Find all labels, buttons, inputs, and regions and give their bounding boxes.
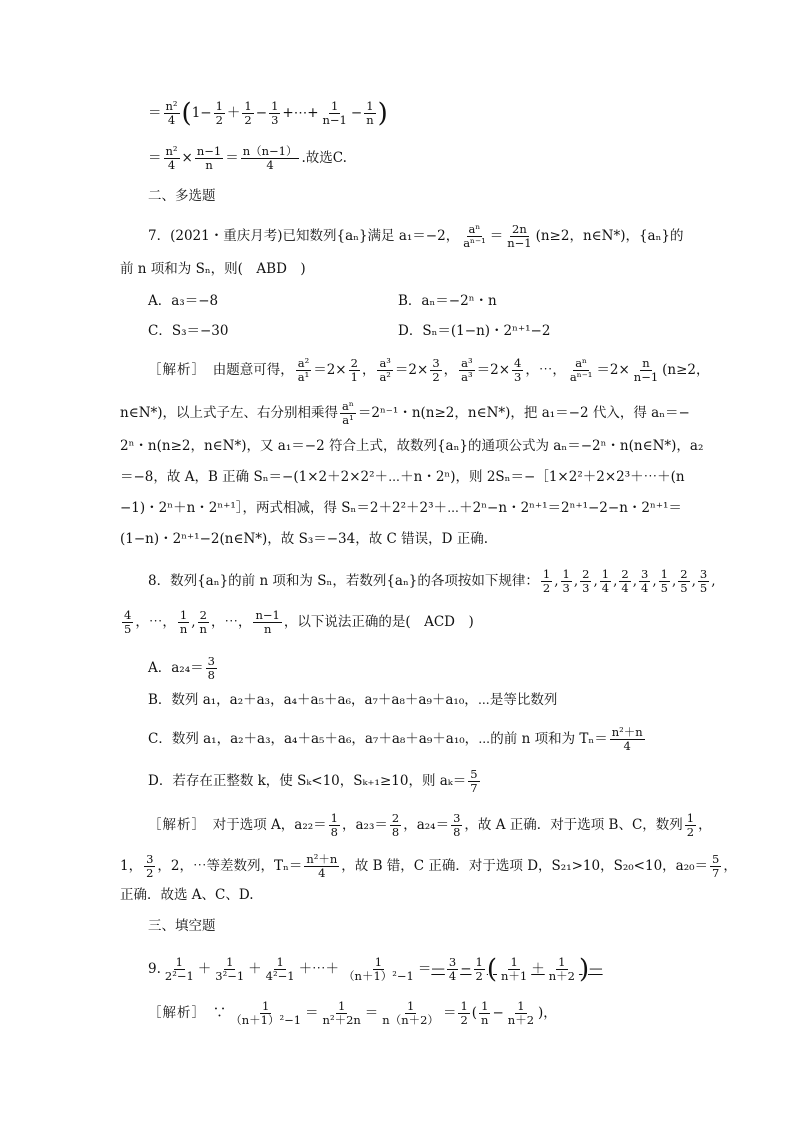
fraction: $\frac{2}{3}$ [582, 567, 590, 595]
fraction: $\frac{3}{8}$ [207, 654, 215, 682]
analysis-tag: ［解析］ [148, 817, 200, 833]
fraction: $\frac{1}{4}$ [601, 567, 610, 595]
q7-option-c: C．S₃＝−30 [148, 323, 229, 339]
q8-option-b: B．数列 a₁，a₂＋a₃，a₄＋a₅＋a₆，a₇＋a₈＋a₉＋a₁₀，⋯是等比数列 [148, 692, 558, 708]
fraction: $\frac{1}{\text{4²−1}}$ [265, 955, 295, 983]
fraction: $\frac{n}{n-1}$ [633, 356, 659, 384]
fraction: $\frac{1}{\text{n²＋2n}}$ [322, 999, 361, 1027]
fraction: $\frac{1}{\text{（n＋1）²−1}}$ [230, 999, 302, 1027]
q7-option-d: D．Sₙ＝(1−n)・2ⁿ⁺¹−2 [398, 323, 551, 339]
fraction: $\frac{4}{5}$ [124, 608, 132, 636]
section-heading-multi: 二、多选题 [148, 188, 216, 204]
fraction: $\frac{2}{1}$ [350, 356, 358, 384]
q7-option-a: A．a₃＝−8 [148, 293, 219, 309]
fraction: $\frac{\text{aⁿ}}{\text{aⁿ⁻¹}}$ [569, 356, 593, 384]
q8-analysis-line1: ［解析］ 对于选项 A，a₂₂＝ $\frac{1}{8}$ ，a₂₃＝ $\frac{2}{8}$ ，a₂₄＝ $\frac{3}{8}$ ，故 A 正确．对于选项 B、C，数列 $\frac{1}{2}$ ， [148, 811, 712, 839]
fraction: $\frac{5}{7}$ [470, 767, 478, 795]
analysis-tag: ［解析］ [148, 362, 200, 378]
fraction: $\frac{1}{2}$ [686, 811, 695, 839]
fraction: $\frac{\text{a³}}{\text{a²}}$ [379, 356, 391, 384]
equation-line-1: ＝ $\frac{\text{n²}}{4}$ (1− $\frac{1}{2}$ ＋ $\frac{1}{2}$ − $\frac{1}{3}$ +⋯+ $\frac{1}{n-1}$ − $\frac{1}{n}$ ) [148, 98, 388, 129]
fraction: $\frac{1}{8}$ [330, 811, 338, 839]
q7-analysis-line1: ［解析］ 由题意可得， $\frac{\text{a²}}{\text{a¹}}$ ＝2× $\frac{2}{1}$ ， $\frac{\text{a³}}{\text{a²}}$ ＝2× $\frac{3}{2}$ ， $\frac{\text{a³}}{\text{a³}}$ ＝2× $\frac{4}{3}$ ，⋯， $\frac{\text{aⁿ}}{\text{aⁿ⁻¹}}$ ＝2× $\frac{n}{n-1}$ (n≥2， [148, 356, 710, 384]
q8-analysis-line2: 1， $\frac{3}{2}$ ，2，⋯等差数列，Tₙ＝ $\frac{\text{n²＋n}}{4}$ ，故 B 错，C 正确．对于选项 D，S₂₁>10，S₂₀<10，a₂₀＝ $\frac{5}{7}$ ， [120, 852, 737, 880]
fraction: $\frac{1}{5}$ [660, 567, 668, 595]
fraction: $\frac{2}{5}$ [680, 567, 688, 595]
fraction: $\frac{3}{4}$ [641, 567, 649, 595]
fraction: $\frac{1}{n}$ [366, 99, 374, 127]
fraction: $\frac{3}{4}$ [448, 955, 457, 983]
fraction: $\frac{\text{aⁿ}}{\text{a¹}}$ [342, 399, 354, 427]
fraction: $\frac{\text{aⁿ}}{\text{aⁿ⁻¹}}$ [463, 222, 486, 250]
fraction: $\frac{1}{n+2}$ [507, 999, 535, 1027]
fraction: $\frac{\text{n²}}{4}$ [165, 144, 178, 172]
fraction: $\frac{1}{n(n+2)}$ [382, 999, 439, 1027]
q8-option-d: D．若存在正整数 k，使 Sₖ<10，Sₖ₊₁≥10，则 aₖ＝ $\frac{5}{7}$ [148, 767, 478, 795]
fraction: $\frac{3}{2}$ [146, 852, 154, 880]
analysis-tag: ［解析］ [148, 1005, 200, 1021]
fraction: $\frac{1}{2}$ [460, 999, 468, 1027]
fraction: $\frac{\text{n²＋n}}{4}$ [306, 852, 338, 880]
fraction: $\frac{\text{a²}}{\text{a¹}}$ [297, 356, 310, 384]
fraction: $\frac{1}{n+2}$ [548, 955, 575, 983]
fraction: $\frac{3}{2}$ [432, 356, 440, 384]
fraction: $\frac{1}{n}$ [481, 999, 489, 1027]
section-heading-fill: 三、填空题 [148, 918, 216, 934]
fraction: $\frac{1}{\text{2²−1}}$ [164, 955, 194, 983]
fraction: $\frac{2}{n}$ [199, 608, 207, 636]
fraction: $\frac{\text{n²}}{4}$ [165, 99, 178, 127]
q7-option-b: B．aₙ＝−2ⁿ・n [398, 293, 497, 309]
fraction: $\frac{n-1}{n}$ [196, 144, 222, 172]
q7-analysis-line2: n∈N*)，以上式子左、右分别相乘得 $\frac{\text{aⁿ}}{\text{a¹}}$ ＝2ⁿ⁻¹・n(n≥2，n∈N*)，把 a₁＝−2 代入，得 aₙ＝− [120, 399, 690, 427]
q8-analysis-line3: 正确．故选 A、C、D. [120, 887, 254, 903]
answer-blank: — $\frac{3}{4}$ − $\frac{1}{2}$ ( $\frac{1}{n+1}$ ＋ $\frac{1}{n+2}$ )— [431, 954, 603, 985]
question-7-line2: 前 n 项和为 Sₙ，则( ABD ) [120, 261, 306, 277]
fraction: $\frac{3}{8}$ [453, 811, 461, 839]
fraction: $\frac{1}{2}$ [244, 99, 252, 127]
q9-analysis: ［解析］ ∵ $\frac{1}{\text{（n＋1）²−1}}$ ＝ $\frac{1}{\text{n²＋2n}}$ ＝ $\frac{1}{n(n+2)}$ ＝ $\frac{1}{2}$ ( $\frac{1}{n}$ − $\frac{1}{n+2}$ )， [148, 999, 557, 1027]
q7-analysis-line4: ＝−8，故 A，B 正确 Sₙ＝−(1×2＋2×2²＋⋯＋n・2ⁿ)，则 2Sₙ＝−［1×2²＋2×2³＋⋯＋(n [120, 469, 685, 485]
fraction: $\frac{1}{\text{（n＋1）²−1}}$ [343, 955, 414, 983]
fraction: $\frac{\text{n²＋n}}{4}$ [611, 725, 643, 753]
fraction: $\frac{3}{5}$ [699, 567, 708, 595]
fraction: $\frac{4}{3}$ [514, 356, 522, 384]
q7-analysis-line6: (1−n)・2ⁿ⁺¹−2(n∈N*)，故 S₃＝−34，故 C 错误，D 正确. [120, 531, 489, 547]
question-8-line2: $\frac{4}{5}$ ，⋯， $\frac{1}{n}$ , $\frac{2}{n}$ ，⋯， $\frac{n-1}{n}$ ，以下说法正确的是( ACD ) [124, 608, 474, 636]
fraction: $\frac{2}{8}$ [391, 811, 400, 839]
fraction: $\frac{1}{n+1}$ [500, 955, 528, 983]
fraction: $\frac{1}{3}$ [562, 567, 570, 595]
fraction: $\frac{1}{n}$ [179, 608, 188, 636]
fraction: $\frac{2}{4}$ [621, 567, 629, 595]
q8-option-a: A．a₂₄＝ $\frac{3}{8}$ [148, 654, 215, 682]
fraction: $\frac{1}{2}$ [542, 567, 551, 595]
fraction: $\frac{\text{a³}}{\text{a³}}$ [461, 356, 473, 384]
fraction: $\frac{n(n-1)}{4}$ [242, 144, 298, 172]
fraction: $\frac{1}{\text{3²−1}}$ [215, 955, 245, 983]
fraction: $\frac{1}{n-1}$ [322, 99, 347, 127]
question-9: 9. $\frac{1}{\text{2²−1}}$ ＋ $\frac{1}{\text{3²−1}}$ ＋ $\frac{1}{\text{4²−1}}$ ＋⋯＋ $\frac{1}{\text{（n＋1）²−1}}$ ＝— $\frac{3}{4}$ − $\frac{1}{2}$ ( $\frac{1}{n+1}$ ＋ $\frac{1}{n+2}$ )— [148, 954, 603, 985]
q8-option-c: C．数列 a₁，a₂＋a₃，a₄＋a₅＋a₆，a₇＋a₈＋a₉＋a₁₀，⋯的前 n 项和为 Tₙ＝ $\frac{\text{n²＋n}}{4}$ [148, 725, 643, 753]
q7-analysis-line5: −1)・2ⁿ＋n・2ⁿ⁺¹］，两式相减，得 Sₙ＝2＋2²＋2³＋⋯＋2ⁿ−n・2ⁿ⁺¹＝2ⁿ⁺¹−2−n・2ⁿ⁺¹＝ [120, 500, 682, 516]
fraction: $\frac{2n}{n-1}$ [507, 222, 532, 250]
equation-line-2: ＝ $\frac{\text{n²}}{4}$ × $\frac{n-1}{n}$ ＝ $\frac{n(n-1)}{4}$ .故选C. [148, 144, 347, 172]
question-7-stem: 7．(2021・重庆月考)已知数列{aₙ}满足 a₁＝−2， $\frac{\text{aⁿ}}{\text{aⁿ⁻¹}}$ ＝ $\frac{2n}{n-1}$ (n≥2，n∈N*)，{aₙ}的 [148, 222, 684, 250]
fraction: $\frac{1}{3}$ [271, 99, 279, 127]
q7-analysis-line3: 2ⁿ・n(n≥2，n∈N*)，又 a₁＝−2 符合上式，故数列{aₙ}的通项公式为 aₙ＝−2ⁿ・n(n∈N*)，a₂ [120, 438, 704, 454]
fraction: $\frac{1}{2}$ [215, 99, 223, 127]
fraction: $\frac{5}{7}$ [712, 852, 720, 880]
fraction: $\frac{n-1}{n}$ [255, 608, 280, 636]
question-8-stem: 8．数列{aₙ}的前 n 项和为 Sₙ，若数列{aₙ}的各项按如下规律： $\frac{1}{2}$ , $\frac{1}{3}$ , $\frac{2}{3}$ , $\frac{1}{4}$ , $\frac{2}{4}$ , $\frac{3}{4}$ , $\frac{1}{5}$ , $\frac{2}{5}$ , $\frac{3}{5}$ , [148, 567, 716, 595]
fraction: $\frac{1}{2}$ [475, 955, 483, 983]
